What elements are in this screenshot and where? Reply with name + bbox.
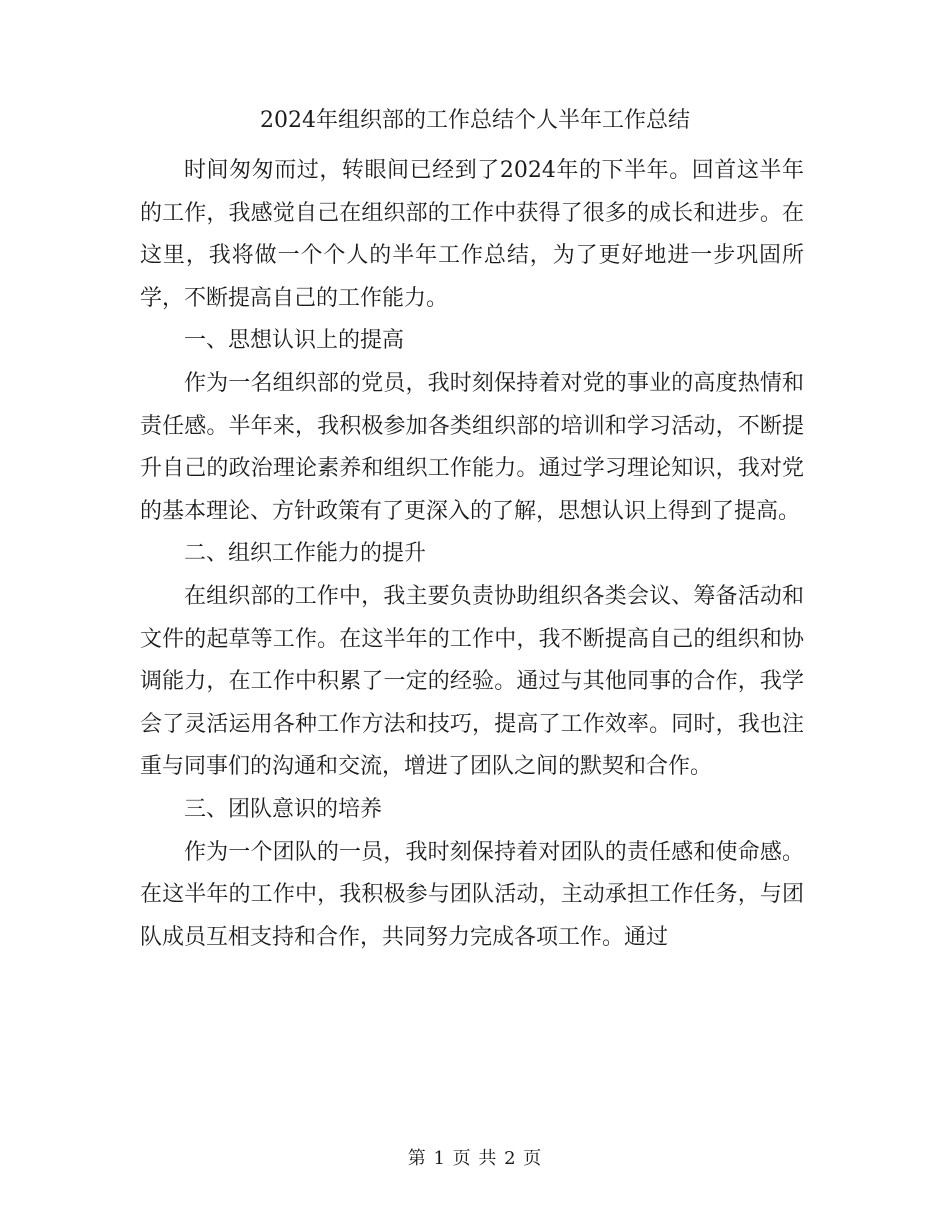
section-heading-2: 二、组织工作能力的提升	[184, 541, 427, 567]
document-body	[140, 150, 804, 959]
section-heading-3: 三、团队意识的培养	[184, 796, 383, 822]
section-heading-1: 一、思想认识上的提高	[184, 328, 405, 354]
section-paragraph-3: 作为一个团队的一员，我时刻保持着对团队的责任感和使命感。在这半年的工作中，我积极参与团队活动，主动承担工作任务，与团队成员互相支持和合作，共同努力完成各项工作。通过	[140, 839, 804, 950]
intro-paragraph: 时间匆匆而过，转眼间已经到了2024年的下半年。回首这半年的工作，我感觉自己在组织部的工作中获得了很多的成长和进步。在这里，我将做一个个人的半年工作总结，为了更好地进一步巩固所学，不断提高自己的工作能力。	[140, 158, 804, 311]
section-paragraph-2: 在组织部的工作中，我主要负责协助组织各类会议、筹备活动和文件的起草等工作。在这半年的工作中，我不断提高自己的组织和协调能力，在工作中积累了一定的经验。通过与其他同事的合作，我学会了灵活运用各种工作方法和技巧，提高了工作效率。同时，我也注重与同事们的沟通和交流，增进了团队之间的默契和合作。	[140, 583, 804, 780]
document-title: 2024年组织部的工作总结个人半年工作总结	[260, 108, 690, 133]
page-number-footer: 第 1 页 共 2 页	[407, 1148, 543, 1169]
section-paragraph-1: 作为一名组织部的党员，我时刻保持着对党的事业的高度热情和责任感。半年来，我积极参加各类组织部的培训和学习活动，不断提升自己的政治理论素养和组织工作能力。通过学习理论知识，我对党的基本理论、方针政策有了更深入的了解，思想认识上得到了提高。	[140, 370, 804, 524]
